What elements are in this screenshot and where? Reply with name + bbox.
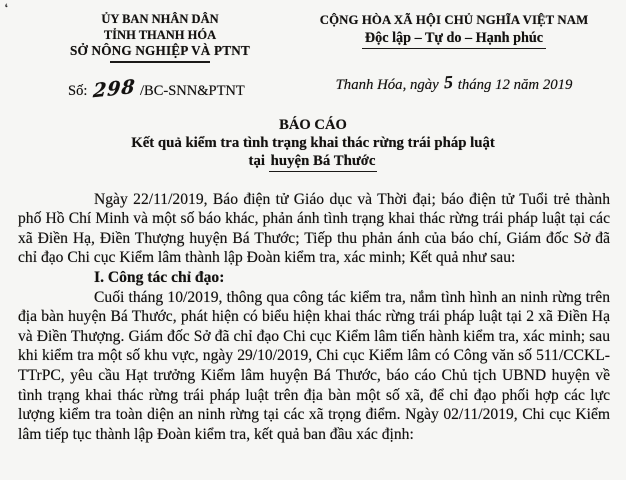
document-header — [0, 12, 626, 100]
issuer-line-1: ỦY BAN NHÂN DÂN — [101, 12, 219, 26]
report-title-location — [0, 153, 626, 170]
document-number-handwritten: 298 — [92, 75, 137, 102]
report-title-location-underlined: huyện Bá Thước — [269, 153, 378, 172]
report-title-location-prefix: tại — [248, 152, 269, 169]
document-body — [18, 190, 610, 445]
issuer-line-3: SỞ NÔNG NGHIỆP VÀ PTNT — [69, 43, 250, 58]
report-title-kind: BÁO CÁO — [279, 116, 347, 133]
dateline-suffix: tháng 12 năm 2019 — [457, 77, 573, 93]
document-number-suffix: /BC-SNN&PTNT — [140, 82, 245, 99]
document-number-line — [28, 75, 292, 102]
national-motto-text: Độc lập – Tự do – Hạnh phúc — [362, 30, 546, 49]
national-motto — [292, 30, 616, 49]
dateline-day-handwritten: 5 — [443, 71, 454, 93]
scan-speck-mark: ‘ — [3, 1, 11, 15]
issuing-authority-block — [0, 12, 292, 100]
dateline-prefix: Thanh Hóa, ngày — [335, 77, 439, 93]
document-number-label: Số: — [68, 82, 88, 99]
report-title-subject: Kết quả kiểm tra tình trạng khai thác rừng trái pháp luật — [131, 134, 495, 151]
dateline — [292, 73, 616, 94]
paragraph-section-1: Cuối tháng 10/2019, thông qua công tác kiểm tra, nắm tình hình an ninh rừng trên địa bàn huyện Bá Thước, phát hiện có biểu hiện khai thác rừng trái pháp luật tại 2 xã Điền Hạ và Điền Thượng. Giám đốc Sở đã chỉ đạo Chi cục Kiểm lâm tiến hành kiểm tra, xác minh; sau khi kiểm tra một số khu vực, ngày 29/10/2019, Chi cục Kiểm lâm có Công văn số 511/CCKL-TTrPC, yêu cầu Hạt trưởng Kiểm lâm huyện Bá Thước, báo cáo Chủ tịch UBND huyện về tình trạng khai thác rừng trái pháp luật trên địa bàn một số xã, để chỉ đạo phối hợp các lực lượng kiểm tra toàn diện an ninh rừng tại các xã trọng điểm. Ngày 02/11/2019, Chi cục Kiểm lâm tiếp tục thành lập Đoàn kiểm tra, kết quả ban đầu xác định: — [18, 288, 610, 443]
issuer-line-2: TỈNH THANH HÓA — [103, 27, 217, 42]
issuer-underline-rule — [110, 61, 210, 63]
national-title: CỘNG HÒA XÃ HỘI CHỦ NGHĨA VIỆT NAM — [319, 13, 589, 27]
national-header-block — [292, 12, 626, 94]
section-1-heading: I. Công tác chỉ đạo: — [94, 268, 225, 286]
paragraph-intro: Ngày 22/11/2019, Báo điện tử Giáo dục và Thời đại; báo điện tử Tuổi trẻ thành phố Hồ Chí Minh và một số báo khác, phản ánh tình trạng khai thác rừng trái pháp luật tại các xã Điền Hạ, Điền Thượng huyện Bá Thước; Tiếp thu phản ánh của báo chí, Giám đốc Sở đã chỉ đạo Chi cục Kiểm lâm thành lập Đoàn kiểm tra, xác minh; Kết quả như sau: — [18, 190, 610, 267]
report-title-block — [0, 117, 626, 170]
